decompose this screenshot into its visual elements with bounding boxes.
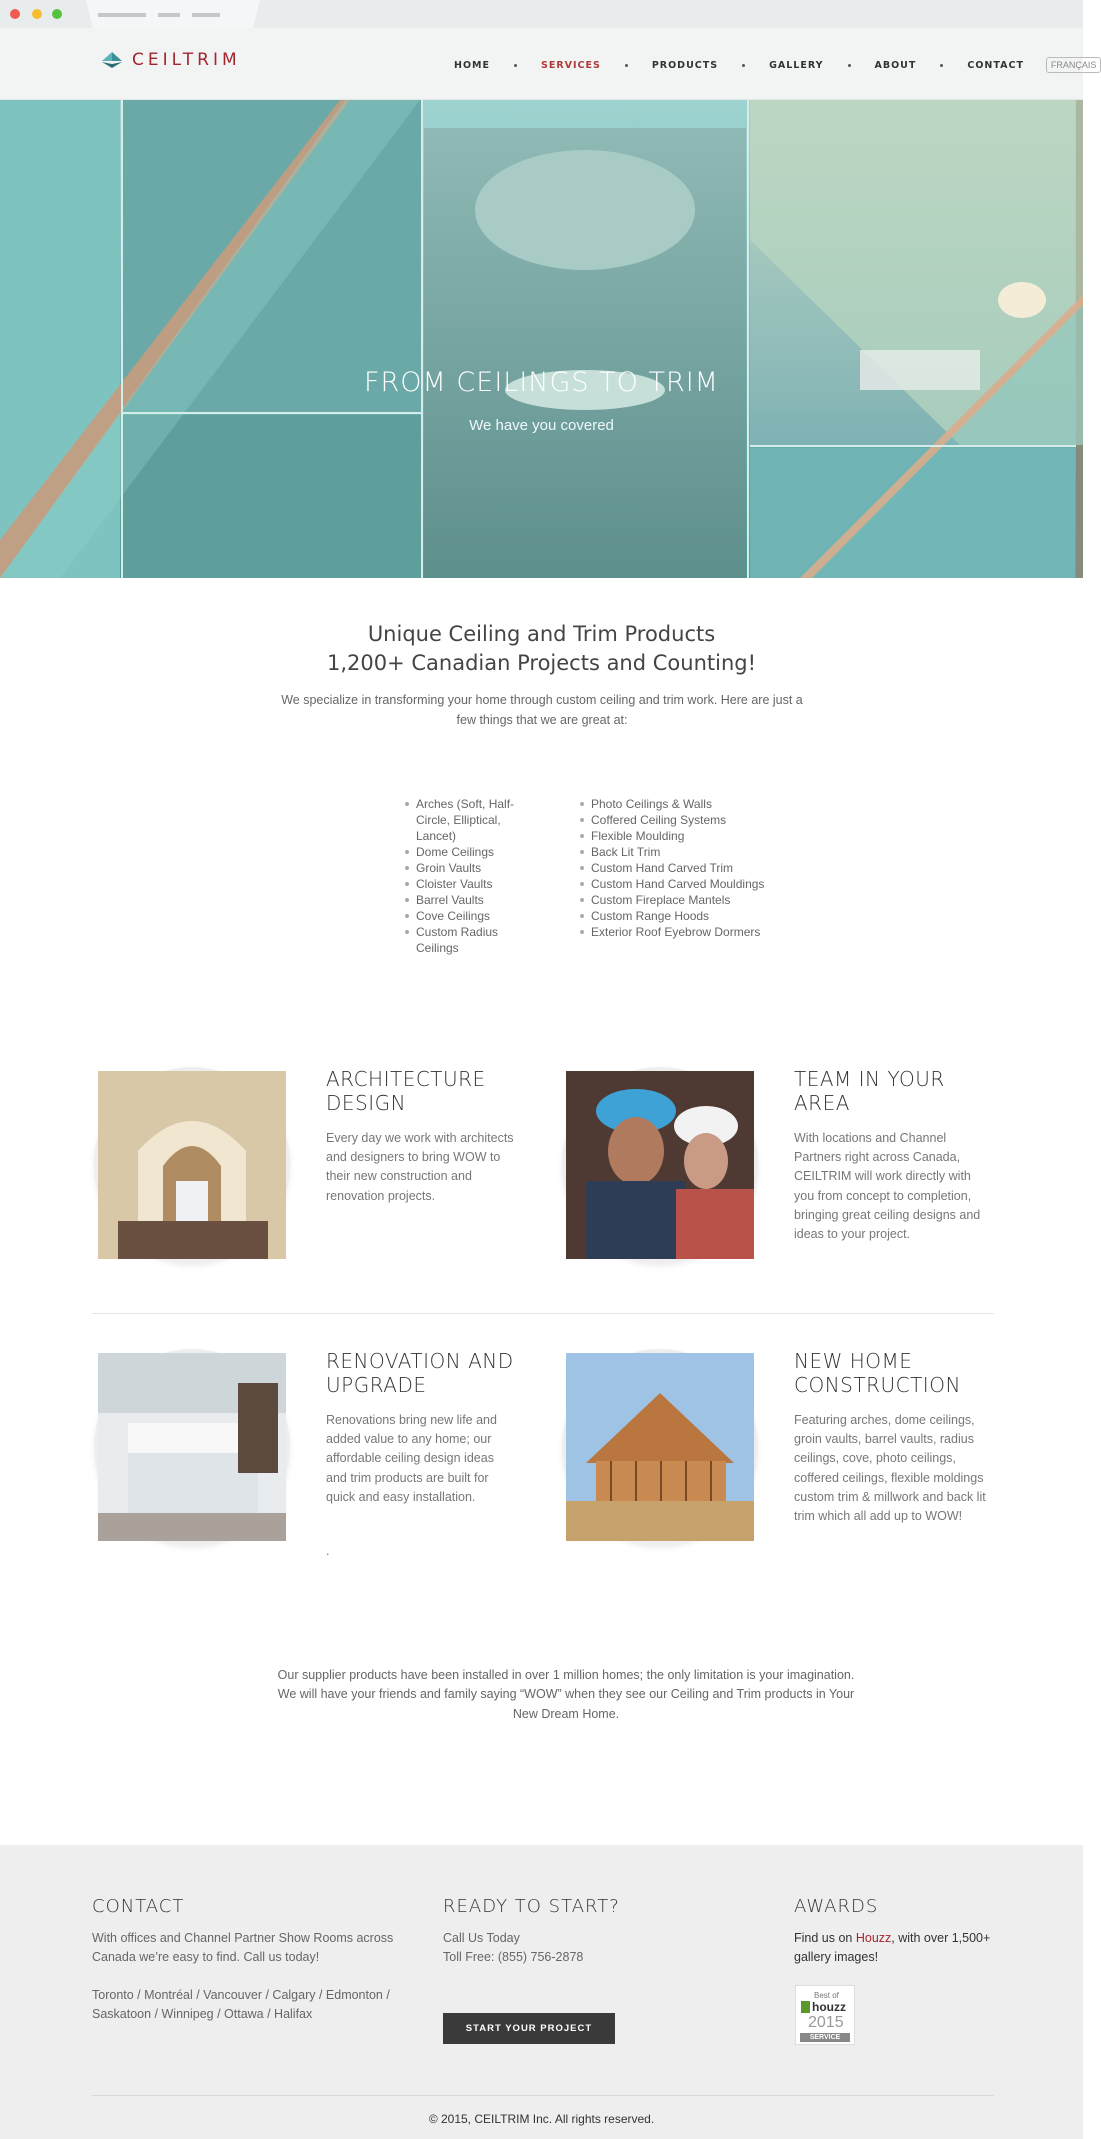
hero-subtitle: We have you covered bbox=[469, 417, 614, 434]
nav-home[interactable]: HOME bbox=[454, 59, 490, 71]
service-text: Featuring arches, dome ceilings, groin vaults, barrel vaults, radius ceilings, cove, photo ceilings, coffered ceilings, flexible moldings custom trim & millwork and back lit trim which all add up to WOW! bbox=[794, 1413, 986, 1524]
list-item: Groin Vaults bbox=[405, 860, 535, 876]
awards-heading: AWARDS bbox=[794, 1896, 879, 1917]
browser-chrome bbox=[0, 0, 1083, 28]
menu-separator bbox=[940, 64, 943, 67]
list-item: Custom Fireplace Mantels bbox=[580, 892, 800, 908]
intro-text: We specialize in transforming your home through custom ceiling and trim work. Here are just a few things that we are great at: bbox=[281, 693, 803, 727]
outro-text: Our supplier products have been installed in over 1 million homes; the only limitation is your imagination. We will have your friends and family saying “WOW” when they see our Ceiling and Trim products in Your New Dream Home. bbox=[277, 1668, 855, 1721]
service-text: Every day we work with architects and designers to bring WOW to their new construction and renovation projects. bbox=[326, 1131, 514, 1203]
list-item: Photo Ceilings & Walls bbox=[580, 796, 800, 812]
team-in-your-area-image bbox=[562, 1067, 758, 1263]
list-item: Cloister Vaults bbox=[405, 876, 535, 892]
menu-separator bbox=[514, 64, 517, 67]
service-title: TEAM IN YOUR AREA bbox=[794, 1067, 945, 1115]
badge-brand: houzz bbox=[812, 2000, 846, 2014]
nav-services[interactable]: SERVICES bbox=[540, 59, 601, 71]
menu-separator bbox=[848, 64, 851, 67]
language-toggle[interactable]: FRANÇAIS bbox=[1046, 57, 1101, 73]
services-list-right bbox=[580, 796, 800, 940]
intro-heading bbox=[0, 620, 1083, 678]
architecture-design-image bbox=[94, 1067, 290, 1263]
site-header bbox=[0, 28, 1097, 100]
list-item: Cove Ceilings bbox=[405, 908, 535, 924]
list-item: Coffered Ceiling Systems bbox=[580, 812, 800, 828]
houzz-leaf-icon bbox=[801, 2001, 810, 2013]
nav-contact[interactable]: CONTACT bbox=[967, 59, 1024, 71]
menu-separator bbox=[625, 64, 628, 67]
hero-collage-image bbox=[0, 100, 1083, 578]
close-window-icon[interactable] bbox=[10, 9, 20, 19]
nav-about[interactable]: ABOUT bbox=[874, 59, 917, 71]
nav-products[interactable]: PRODUCTS bbox=[651, 59, 719, 71]
toll-free-number[interactable]: Toll Free: (855) 756-2878 bbox=[443, 1950, 584, 1964]
awards-text bbox=[794, 1929, 994, 1968]
service-title: ARCHITECTURE DESIGN bbox=[326, 1067, 486, 1115]
site-logo[interactable] bbox=[102, 50, 241, 70]
list-item: Custom Range Hoods bbox=[580, 908, 800, 924]
list-item: Arches (Soft, Half-Circle, Elliptical, Lancet) bbox=[405, 796, 535, 844]
start-project-button[interactable]: START YOUR PROJECT bbox=[443, 2013, 615, 2044]
service-text-extra: . bbox=[326, 1544, 330, 1558]
minimize-window-icon[interactable] bbox=[32, 9, 42, 19]
service-title: RENOVATION AND UPGRADE bbox=[326, 1349, 514, 1397]
badge-best-of: Best of bbox=[814, 1991, 839, 2000]
tab-placeholder-line bbox=[158, 13, 180, 17]
tab-placeholder-line bbox=[98, 13, 146, 17]
houzz-link[interactable]: Houzz bbox=[855, 1931, 892, 1945]
copyright: © 2015, CEILTRIM Inc. All rights reserved. bbox=[428, 2112, 655, 2126]
badge-service: SERVICE bbox=[800, 2033, 850, 2042]
list-item: Flexible Moulding bbox=[580, 828, 800, 844]
list-item: Dome Ceilings bbox=[405, 844, 535, 860]
contact-heading: CONTACT bbox=[92, 1896, 185, 1917]
intro-heading-line: 1,200+ Canadian Projects and Counting! bbox=[326, 651, 757, 675]
houzz-award-badge[interactable] bbox=[795, 1985, 855, 2045]
hero-title: FROM CEILINGS TO TRIM bbox=[364, 367, 719, 398]
renovation-upgrade-image bbox=[94, 1349, 290, 1545]
nav-gallery[interactable]: GALLERY bbox=[769, 59, 824, 71]
contact-text: With offices and Channel Partner Show Rooms across Canada we’re easy to find. Call us today! bbox=[92, 1931, 394, 1965]
main-menu bbox=[454, 57, 1101, 73]
list-item: Custom Hand Carved Mouldings bbox=[580, 876, 800, 892]
maximize-window-icon[interactable] bbox=[52, 9, 62, 19]
footer-divider bbox=[92, 2095, 994, 2096]
menu-separator bbox=[742, 64, 745, 67]
brand-name: CEILTRIM bbox=[132, 50, 241, 70]
tab-placeholder-line bbox=[192, 13, 220, 17]
call-label: Call Us Today bbox=[443, 1931, 520, 1945]
badge-year: 2015 bbox=[808, 2014, 844, 2031]
service-text: With locations and Channel Partners right across Canada, CEILTRIM will work directly with you from concept to completion, bringing great ceiling designs and ideas to your project. bbox=[794, 1131, 981, 1242]
list-item: Custom Hand Carved Trim bbox=[580, 860, 800, 876]
new-home-construction-image bbox=[562, 1349, 758, 1545]
list-item: Custom Radius Ceilings bbox=[405, 924, 535, 956]
awards-text-post: , with over 1,500+ gallery images! bbox=[794, 1931, 991, 1965]
ceiltrim-logo-icon bbox=[102, 52, 122, 68]
awards-text-pre: Find us on bbox=[794, 1931, 856, 1945]
list-item: Exterior Roof Eyebrow Dormers bbox=[580, 924, 800, 940]
list-item: Back Lit Trim bbox=[580, 844, 800, 860]
site-footer bbox=[0, 1845, 1083, 2139]
list-item: Barrel Vaults bbox=[405, 892, 535, 908]
section-divider bbox=[92, 1313, 994, 1314]
hero-banner bbox=[0, 100, 1083, 578]
services-list-left bbox=[405, 796, 535, 956]
office-cities: Toronto / Montréal / Vancouver / Calgary / Edmonton / Saskatoon / Winnipeg / Ottawa / Halifax bbox=[92, 1988, 390, 2022]
intro-heading-line: Unique Ceiling and Trim Products bbox=[367, 622, 716, 646]
ready-heading: READY TO START? bbox=[443, 1896, 620, 1917]
service-text: Renovations bring new life and added value to any home; our affordable ceiling design ideas and trim products are built for quick and easy installation. bbox=[326, 1413, 497, 1504]
service-title: NEW HOME CONSTRUCTION bbox=[794, 1349, 961, 1397]
